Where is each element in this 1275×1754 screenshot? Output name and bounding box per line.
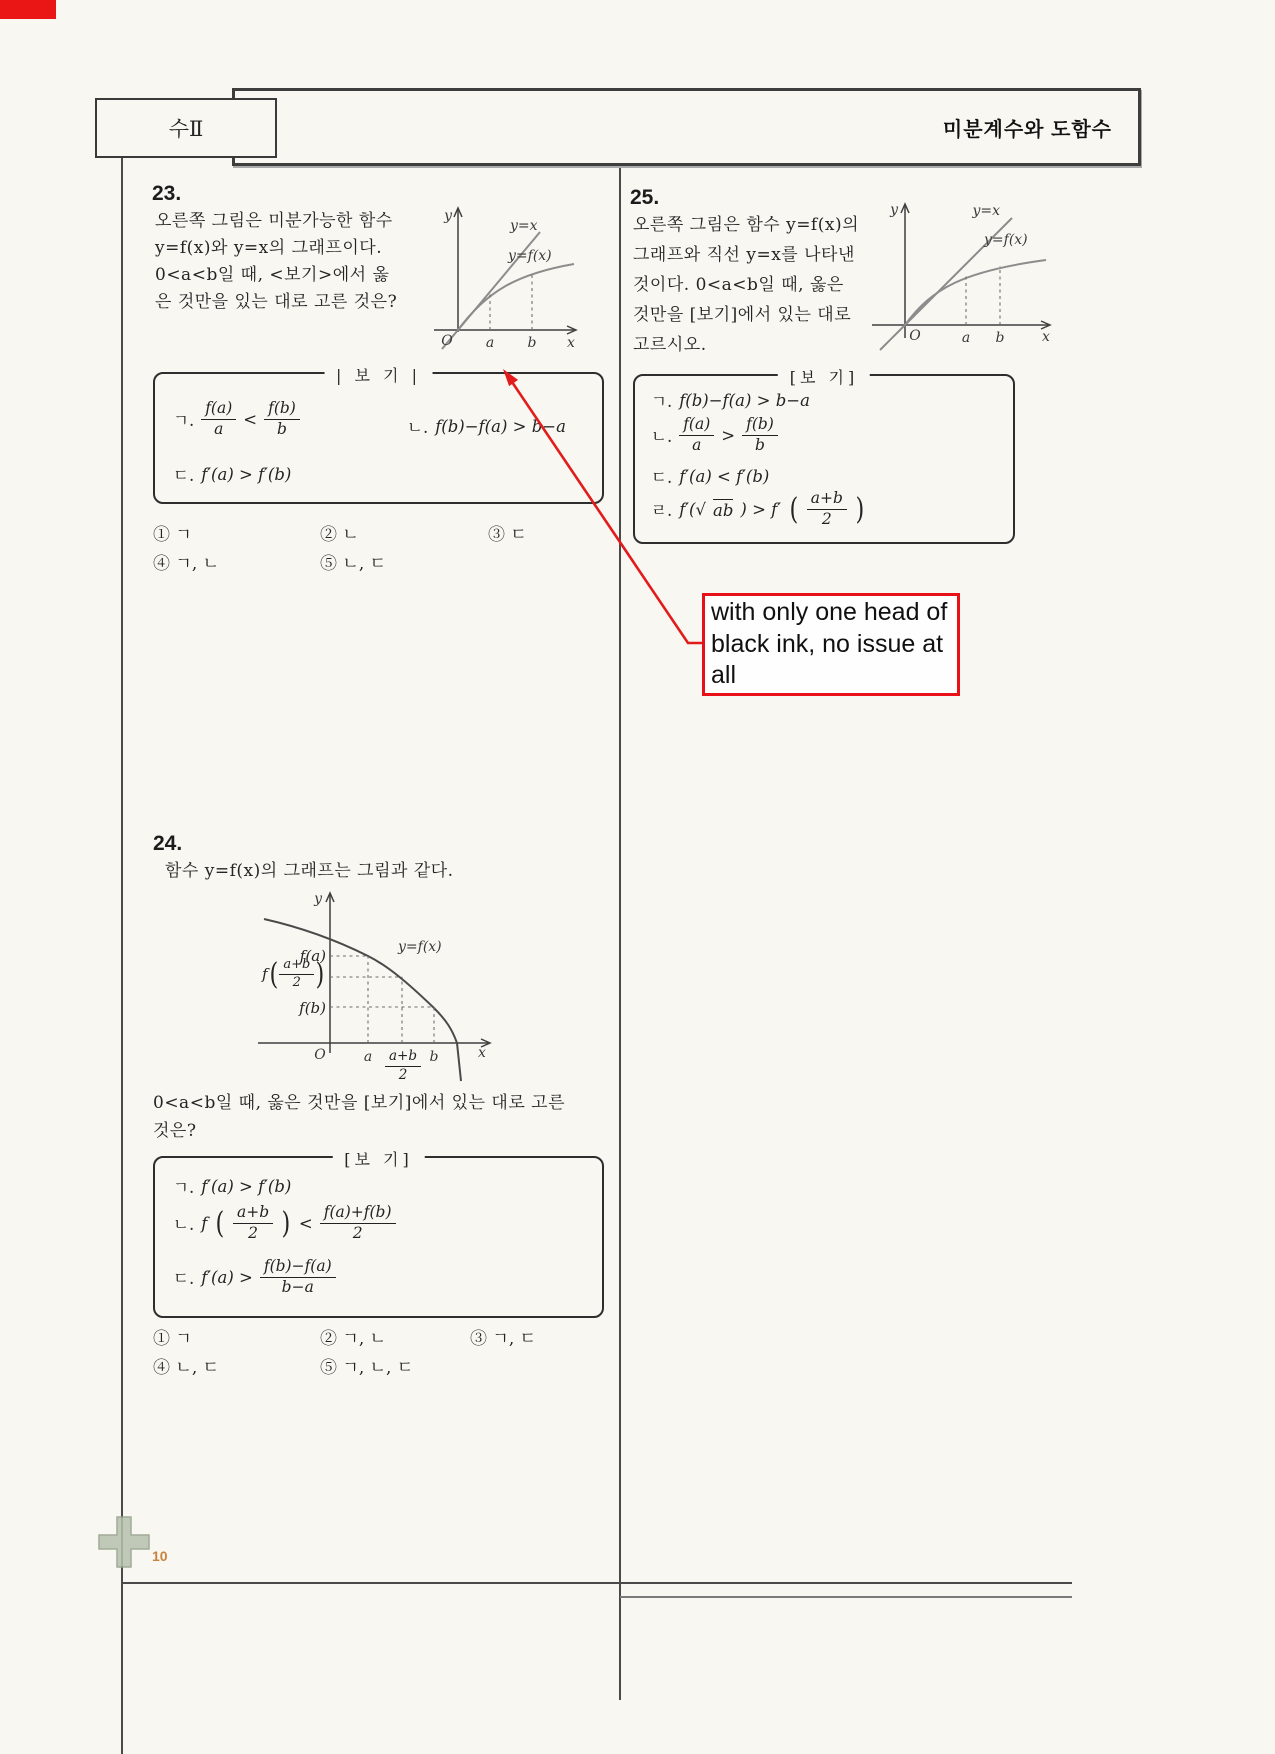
axis-label-y: y bbox=[314, 891, 322, 907]
bogi-item-d: ㄷ. f′(a) > $\frac{f(b)-f(a)}{b-a}$ bbox=[173, 1258, 336, 1297]
left-margin-rule bbox=[121, 154, 123, 1754]
axis-label-x: x bbox=[1042, 329, 1050, 345]
red-arrow-line bbox=[510, 379, 703, 643]
problem-25-number: 25. bbox=[630, 186, 660, 209]
chapter-title: 미분계수와 도함수 bbox=[942, 118, 1112, 141]
choice-2: ② ㄱ, ㄴ bbox=[320, 1329, 387, 1349]
annotation-box bbox=[702, 593, 960, 696]
choice-1: ① ㄱ bbox=[153, 525, 192, 545]
problem-25-text-line: 그래프와 직선 y=x를 나타낸 bbox=[633, 245, 855, 265]
function-curve bbox=[905, 260, 1046, 325]
problem-23-text-line: 0<a<b일 때, <보기>에서 옳 bbox=[155, 265, 390, 285]
annotation-text: with only one head of black ink, no issue at all bbox=[711, 598, 948, 689]
choice-4: ④ ㄴ, ㄷ bbox=[153, 1358, 220, 1378]
problem-23-text-line: 은 것만을 있는 대로 고른 것은? bbox=[155, 292, 398, 312]
axis-label-a: a bbox=[961, 330, 971, 346]
axis-label-y: y bbox=[444, 208, 452, 224]
fraction: $\frac{f(a)}{a}$ bbox=[679, 416, 714, 455]
problem-24-question-line: 0<a<b일 때, 옳은 것만을 [보기]에서 있는 대로 고른 bbox=[153, 1093, 565, 1113]
bogi-item-d: ㄷ. f′(a) > f′(b) bbox=[173, 464, 292, 485]
registration-cross-icon bbox=[98, 1516, 150, 1568]
subject-label: 수Ⅱ bbox=[168, 117, 204, 141]
fraction: $\frac{a+b}{2}$ bbox=[279, 958, 314, 991]
curve-label: y=f(x) bbox=[984, 232, 1028, 248]
problem-23-text-line: y=f(x)와 y=x의 그래프이다. bbox=[155, 238, 383, 258]
problem-24-number: 24. bbox=[153, 832, 183, 855]
paren: ( bbox=[269, 956, 278, 992]
curve-label: y=f(x) bbox=[398, 939, 442, 955]
fraction: $\frac{f(b)}{b}$ bbox=[264, 400, 300, 439]
choice-5: ⑤ ㄴ, ㄷ bbox=[320, 554, 387, 574]
fraction: $\frac{f(a)}{a}$ bbox=[201, 400, 236, 439]
fraction: $\frac{f(b)}{b}$ bbox=[742, 416, 778, 455]
choice-2: ② ㄴ bbox=[320, 525, 359, 545]
subject-box bbox=[95, 98, 277, 158]
curve-label: y=f(x) bbox=[508, 248, 552, 264]
label-fb: f(b) bbox=[299, 999, 326, 1017]
choice-3: ③ ㄷ bbox=[488, 525, 527, 545]
axis-label-x: x bbox=[478, 1045, 486, 1061]
problem-25-text-line: 것이다. 0<a<b일 때, 옳은 bbox=[633, 275, 844, 295]
choice-4: ④ ㄱ, ㄴ bbox=[153, 554, 220, 574]
origin-label: O bbox=[441, 333, 453, 349]
origin-label: O bbox=[314, 1047, 326, 1063]
problem-25-text-line: 고르시오. bbox=[633, 335, 707, 355]
bogi-title: [보 기] bbox=[778, 365, 870, 388]
axis-label-b: b bbox=[527, 335, 537, 351]
bogi-item-n: ㄴ. f ( $\frac{a+b}{2}$ ) < $\frac{f(a)+f(b)}{2}$ bbox=[173, 1204, 396, 1243]
choice-1: ① ㄱ bbox=[153, 1329, 192, 1349]
problem-24-question-line: 것은? bbox=[153, 1121, 197, 1141]
identity-line-label: y=x bbox=[510, 218, 538, 234]
axis-label-a: a bbox=[485, 335, 495, 351]
bogi-box-24 bbox=[153, 1150, 604, 1318]
sqrt-expression: ab bbox=[713, 500, 734, 520]
bogi-item-g: ㄱ. f′(a) > f′(b) bbox=[173, 1176, 292, 1197]
bogi-item-r: ㄹ. f′(√ ab ) > f′ ( $\frac{a+b}{2}$ ) bbox=[651, 489, 865, 528]
footer-rule-bottom bbox=[620, 1596, 1072, 1598]
problem-23-text-line: 오른쪽 그림은 미분가능한 함수 bbox=[155, 211, 393, 231]
bogi-title: | 보 기 | bbox=[324, 363, 433, 386]
scan-red-corner-artifact bbox=[0, 0, 56, 19]
axis-label-a: a bbox=[363, 1049, 373, 1065]
function-curve bbox=[458, 264, 574, 330]
paren: ) bbox=[315, 956, 325, 992]
cross-shape bbox=[99, 1517, 149, 1567]
problem-24-intro: 함수 y=f(x)의 그래프는 그림과 같다. bbox=[165, 861, 454, 881]
fraction: $\frac{a+b}{2}$ bbox=[807, 490, 847, 529]
chapter-banner bbox=[232, 88, 1141, 166]
red-arrow-head-icon bbox=[503, 369, 518, 386]
bogi-item-n: ㄴ. f(b)−f(a) > b−a bbox=[407, 416, 566, 437]
graph-23 bbox=[390, 200, 580, 355]
problem-25-text-line: 오른쪽 그림은 함수 y=f(x)의 bbox=[633, 215, 860, 235]
fraction: $\frac{f(b)-f(a)}{b-a}$ bbox=[260, 1258, 336, 1297]
fraction: $\frac{a+b}{2}$ bbox=[233, 1204, 273, 1243]
identity-line-label: y=x bbox=[972, 203, 1000, 219]
choice-5: ⑤ ㄱ, ㄴ, ㄷ bbox=[320, 1358, 414, 1378]
axis-label-y: y bbox=[890, 202, 898, 218]
graph-25 bbox=[860, 198, 1055, 356]
bogi-title: [보 기] bbox=[332, 1147, 424, 1170]
origin-label: O bbox=[909, 328, 921, 344]
red-arrow bbox=[490, 355, 715, 660]
axis-label-b: b bbox=[995, 330, 1005, 346]
problem-23-number: 23. bbox=[152, 182, 182, 205]
bogi-item-g: ㄱ. $\frac{f(a)}{a}$ < $\frac{f(b)}{b}$ bbox=[173, 400, 300, 439]
label-fa: f(a) bbox=[299, 947, 326, 965]
axis-label-x: x bbox=[567, 335, 575, 351]
label-fmid: f ( $\frac{a+b}{2}$ ) bbox=[262, 956, 325, 992]
footer-rule-top bbox=[122, 1582, 1072, 1584]
page-number: 10 bbox=[152, 1548, 168, 1564]
bogi-item-d: ㄷ. f′(a) < f′(b) bbox=[651, 466, 770, 487]
label-xmid-fraction: $\frac{a+b}{2}$ bbox=[385, 1049, 421, 1083]
problem-25-text-line: 것만을 [보기]에서 있는 대로 bbox=[633, 305, 852, 325]
fraction: $\frac{f(a)+f(b)}{2}$ bbox=[320, 1204, 396, 1243]
choice-3: ③ ㄱ, ㄷ bbox=[470, 1329, 537, 1349]
bogi-item-g: ㄱ. f(b)−f(a) > b−a bbox=[651, 390, 810, 411]
axis-label-b: b bbox=[429, 1049, 439, 1065]
bogi-item-n: ㄴ. $\frac{f(a)}{a}$ > $\frac{f(b)}{b}$ bbox=[651, 416, 778, 455]
